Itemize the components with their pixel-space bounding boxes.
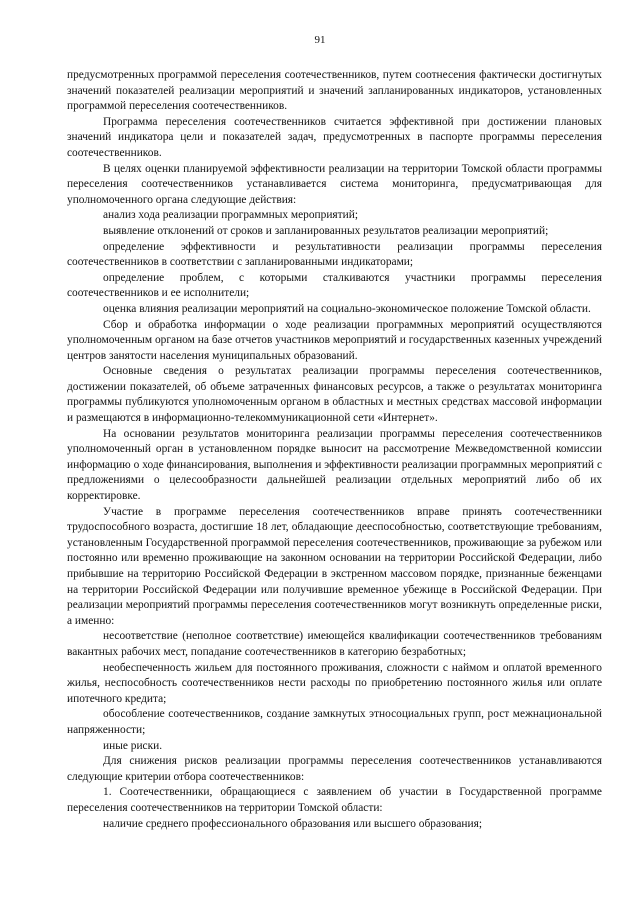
list-item-education: наличие среднего профессионального образования или высшего образования;	[103, 817, 483, 830]
paragraph-continuation: предусмотренных программой переселения соотечественников, путем соотнесения фактически достигнутых значений показателей реализации мероприятий и значений запланированных индикаторов, установленных программой переселения соотечественников.	[67, 69, 602, 113]
list-item-problems: определение проблем, с которыми сталкиваются участники программы переселения соотечественников и ее исполнители;	[67, 271, 602, 300]
list-item-risk-qualification: несоответствие (неполное соответствие) имеющейся квалификации соотечественников требованиям вакантных рабочих мест, попадание соотечественников в категорию безработных;	[67, 630, 602, 658]
list-item-deviations: выявление отклонений от сроков и запланированных результатов реализации мероприятий;	[103, 224, 549, 237]
paragraph-selection-criteria: Для снижения рисков реализации программы переселения соотечественников устанавливаются следующие критерии отбора соотечественников:	[67, 755, 602, 783]
paragraph-effectiveness: Программа переселения соотечественников считается эффективной при достижении плановых значений индикатора цели и показателей задач, предусмотренных в паспорте программы переселения соотечественников.	[67, 115, 602, 159]
paragraph-monitoring-system: В целях оценки планируемой эффективности реализации на территории Томской области программы переселения соотечественников устанавливается система мониторинга, предусматривающая для уполномоченного органа следующие действия:	[67, 162, 602, 206]
paragraph-data-collection: Сбор и обработка информации о ходе реализации программных мероприятий осуществляются уполномоченным органом на базе отчетов участников мероприятий и государственных казенных учреждений центров занятости населения муниципальных образований.	[67, 318, 602, 362]
list-item-risk-housing: необеспеченность жильем для постоянного проживания, сложности с наймом и оплатой временного жилья, неспособность соотечественников нести расходы по приобретению постоянного жилья или оплате ипотечного кредита;	[67, 661, 602, 705]
paragraph-participation: Участие в программе переселения соотечественников вправе принять соотечественники трудоспособного возраста, достигшие 18 лет, обладающие дееспособностью, соответствующие требованиям, установленным Государственной программой переселения соотечественников, проживающие за рубежом или постоянно или временно проживающие на законном основании на территории Российской Федерации, либо прибывшие на территорию Российской Федерации в экстренном массовом порядке, признанные беженцами на территории Российской Федерации или получившие временное убежище в Российской Федерации. При реализации мероприятий программы переселения соотечественников могут возникнуть определенные риски, а именно:	[67, 505, 602, 627]
paragraph-publication: Основные сведения о результатах реализации программы переселения соотечественников, достижении показателей, об объеме затраченных финансовых ресурсов, а также о результатах мониторинга программы публикуются уполномоченным органом в областных и местных средствах массовой информации и размещаются в информационно-телекоммуникационной сети «Интернет».	[67, 365, 602, 425]
list-item-analysis: анализ хода реализации программных мероприятий;	[103, 209, 359, 222]
list-item-impact: оценка влияния реализации мероприятий на социально-экономическое положение Томской области.	[103, 302, 591, 315]
paragraph-commission: На основании результатов мониторинга реализации программы переселения соотечественников уполномоченный орган в установленном порядке выносит на рассмотрение Межведомственной комиссии информацию о ходе финансирования, выполнения и эффективности реализации программных мероприятий с предложениями о целесообразности дальнейшей реализации отдельных мероприятий либо об их корректировке.	[67, 427, 602, 503]
page-number: 91	[314, 34, 326, 46]
list-item-risk-other: иные риски.	[103, 739, 163, 752]
numbered-item-1: 1. Соотечественники, обращающиеся с заявлением об участии в Государственной программе переселения соотечественников на территории Томской области:	[67, 786, 602, 814]
list-item-efficiency: определение эффективности и результативности реализации программы переселения соотечественников в соответствии с запланированными индикаторами;	[67, 240, 602, 269]
page-body	[67, 68, 602, 832]
list-item-risk-isolation: обособление соотечественников, создание замкнутых этносоциальных групп, рост межнациональной напряженности;	[67, 708, 602, 736]
